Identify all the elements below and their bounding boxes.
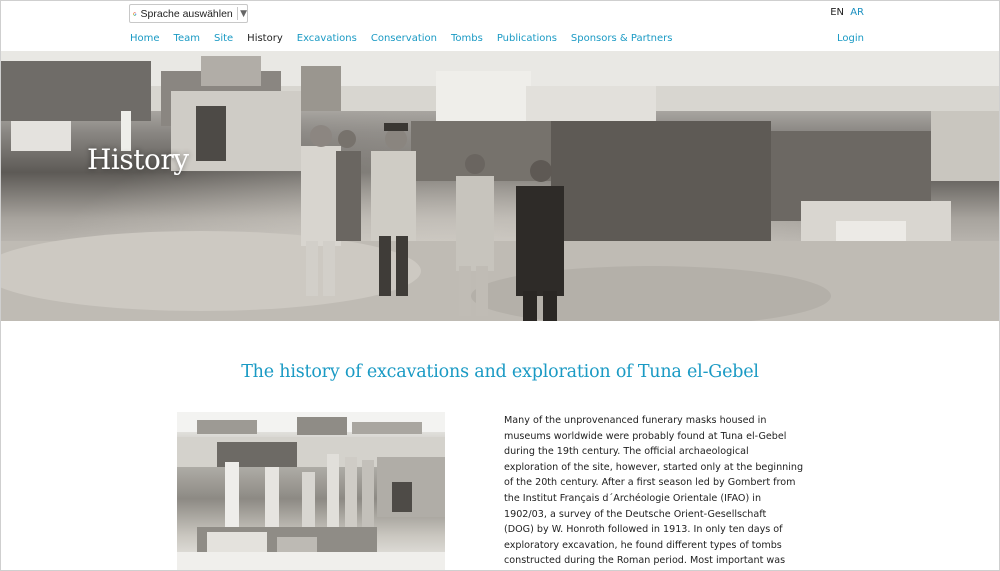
google-icon — [133, 8, 137, 20]
paragraph-line: Many of the unprovenanced funerary masks housed in — [504, 415, 767, 426]
language-select-label: Sprache auswählen — [140, 7, 233, 20]
nav-history[interactable]: History — [247, 33, 283, 44]
paragraph-line: museums worldwide were probably found at Tuna el-Gebel — [504, 430, 787, 442]
login-link[interactable]: Login — [837, 33, 864, 44]
language-switch — [830, 7, 864, 18]
hero-title: History — [87, 143, 189, 176]
hero-photo — [1, 51, 999, 321]
paragraph-line: during the 19th century. The official archaeological — [504, 446, 749, 458]
nav-site[interactable]: Site — [213, 33, 234, 44]
language-select[interactable] — [129, 4, 248, 23]
nav-sponsors-partners[interactable]: Sponsors & Partners — [570, 33, 673, 44]
paragraph-line: exploration of the site, however, started only at the beginning — [504, 461, 804, 473]
paragraph-line: 1902/03, a survey of the Deutsche Orient-Gesellschaft — [504, 508, 767, 520]
nav-conservation[interactable]: Conservation — [370, 33, 437, 44]
section-title: The history of excavations and exploration of Tuna el-Gebel — [241, 362, 759, 382]
main-nav — [130, 33, 686, 44]
paragraph-line: constructed during the Roman period. Most important was — [504, 555, 786, 567]
paragraph-line: (DOG) by W. Honroth followed in 1913. In only ten days of — [504, 524, 783, 536]
nav-publications[interactable]: Publications — [496, 33, 557, 44]
ruins-photo — [177, 412, 445, 570]
lang-ar-link[interactable]: AR — [850, 7, 864, 18]
paragraph-line: exploratory excavation, he found different types of tombs — [504, 539, 782, 551]
paragraph-line: of the 20th century. After a first season led by Gombert from — [504, 477, 796, 489]
paragraph-line: the Institut Français d´Archéologie Orientale (IFAO) in — [504, 492, 762, 504]
nav-excavations[interactable]: Excavations — [296, 33, 357, 44]
nav-home[interactable]: Home — [130, 33, 160, 44]
nav-tombs[interactable]: Tombs — [450, 33, 483, 44]
lang-en: EN — [830, 7, 845, 18]
dropdown-arrow-icon: ▼ — [240, 8, 247, 19]
history-intro-paragraph — [504, 413, 804, 569]
nav-team[interactable]: Team — [173, 33, 200, 44]
ruins-illustration — [177, 412, 445, 570]
hero-banner — [1, 51, 999, 321]
